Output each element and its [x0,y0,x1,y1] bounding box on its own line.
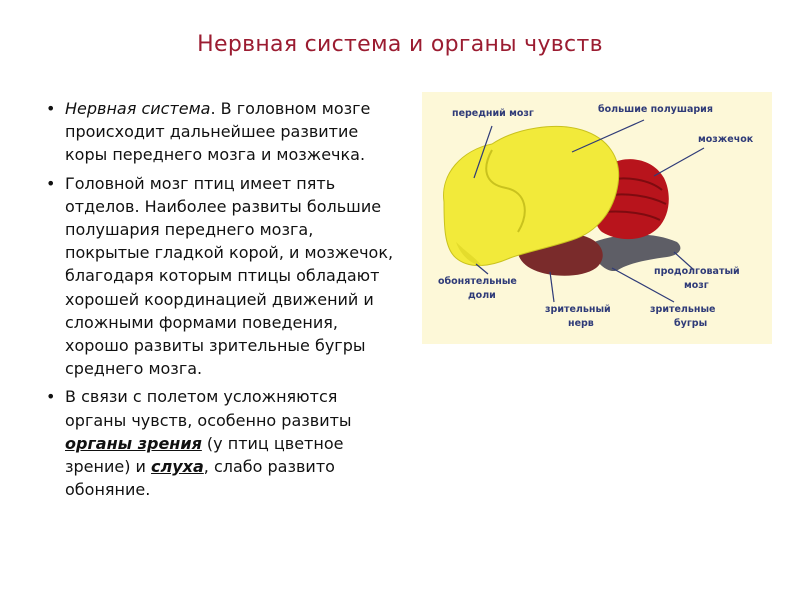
bullet-text-1: . В головном мозге происходит дальнейшее развитие коры переднего мозга и мозжечка. [65,99,371,165]
label-optic-nerve-1: зрительный [545,304,611,315]
label-optic-lobes-1: зрительные [650,304,716,315]
label-medulla-1: продолговатый [654,266,740,277]
label-olfactory-1: обонятельные [438,276,517,287]
bullet-text-3-post: , слабо развито обоняние. [65,457,335,500]
bullet-item-brain-parts [46,172,398,381]
hearing-term: слуха [151,457,204,477]
bullet-item-senses [46,385,398,501]
label-olfactory-2: доли [468,290,496,301]
bird-brain-diagram [422,92,772,344]
label-medulla-2: мозг [684,280,709,291]
bullet-item-nervous-system [46,97,398,167]
bullet-text-3-mid: (у птиц цветное зрение) и [65,433,344,477]
vision-term: органы зрения [65,433,202,453]
bullet-text-2: Головной мозг птиц имеет пять отделов. Наиболее развиты большие полушария переднего мозга, покрытые гладкой корой, и мозжечок, благодаря которым птицы обладают хорошей координацией движений и сложными формами поведения, хорошо развиты зрительные бугры среднего мозга. [65,173,394,379]
optic-nerve-line [550,272,554,302]
bullet-text-3-pre: В связи с полетом усложняются органы чувств, особенно развиты [65,387,352,430]
cerebellum-line [654,148,704,176]
label-forebrain: передний мозг [452,108,534,119]
nervous-system-term: Нервная система [65,99,211,118]
brain-illustration [422,92,772,344]
slide-title: Нервная система и органы чувств [197,32,603,57]
label-hemispheres: большие полушария [598,104,713,115]
label-cerebellum: мозжечок [698,134,754,145]
bullet-list [46,97,398,506]
label-optic-nerve-2: нерв [568,318,594,329]
label-optic-lobes-2: бугры [674,318,708,329]
